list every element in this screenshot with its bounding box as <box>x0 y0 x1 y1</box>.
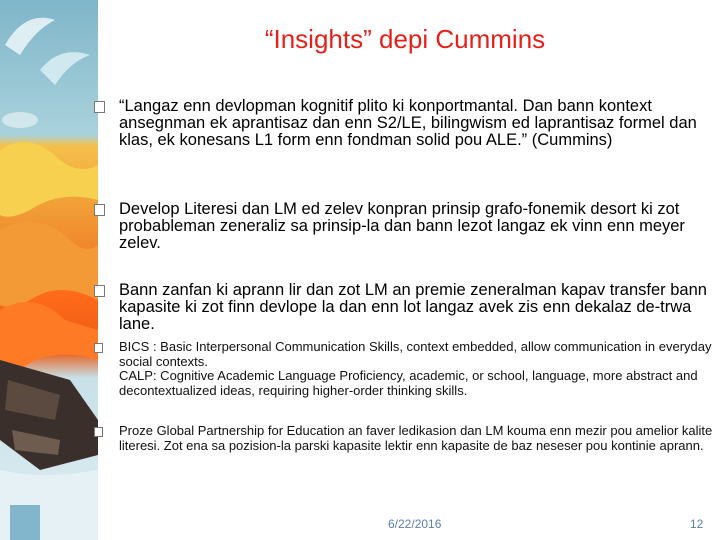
bullet-text: Bann zanfan ki aprann lir dan zot LM an premie zeneralman kapav transfer bann kapasite ki zot finn devlope la dan enn lot langaz avek zis enn dekalaz de-trwa lane. <box>119 281 707 333</box>
decorative-sidebar <box>0 0 98 540</box>
checkbox-bullet-icon <box>94 427 103 437</box>
bullet-text: Develop Literesi dan LM ed zelev konpran prinsip grafo-fonemik desort ki zot probableman zeneraliz sa prinsip-la dan bann lezot langaz ek vinn enn meyer zelev. <box>119 200 685 252</box>
footer-date: 6/22/2016 <box>388 517 442 531</box>
bullet-text: “Langaz enn devlopman kognitif plito ki konportmantal. Dan bann kontext ansegnman ek aprantisaz dan enn S2/LE, bilingwism ed laprantisaz formel dan klas, ek konesans L1 form enn fondman solid pou ALE.” (Cummins) <box>119 97 697 149</box>
checkbox-bullet-icon <box>94 101 105 113</box>
sidebar-artwork <box>0 0 98 540</box>
bullet-text: Proze Global Partnership for Education an faver ledikasion dan LM kouma enn mezir pou amelior kalite literesi. Zot ena sa pozision-la parski kapasite lektir enn kapasite de baz neseser pou kontinie aprann. <box>119 423 713 453</box>
checkbox-bullet-icon <box>94 343 103 353</box>
slide-title: “Insights” depi Cummins <box>264 24 546 54</box>
bullet-list <box>94 0 720 540</box>
bullet-text: BICS : Basic Interpersonal Communication Skills, context embedded, allow communication in everyday social contexts. CALP: Cognitive Academic Language Proficiency, academic, or school, language, more abstract and decontextualized ideas, requiring higher-order thinking skills. <box>119 339 712 398</box>
slide-number: 12 <box>690 517 704 531</box>
checkbox-bullet-icon <box>94 285 105 297</box>
checkbox-bullet-icon <box>94 204 105 216</box>
